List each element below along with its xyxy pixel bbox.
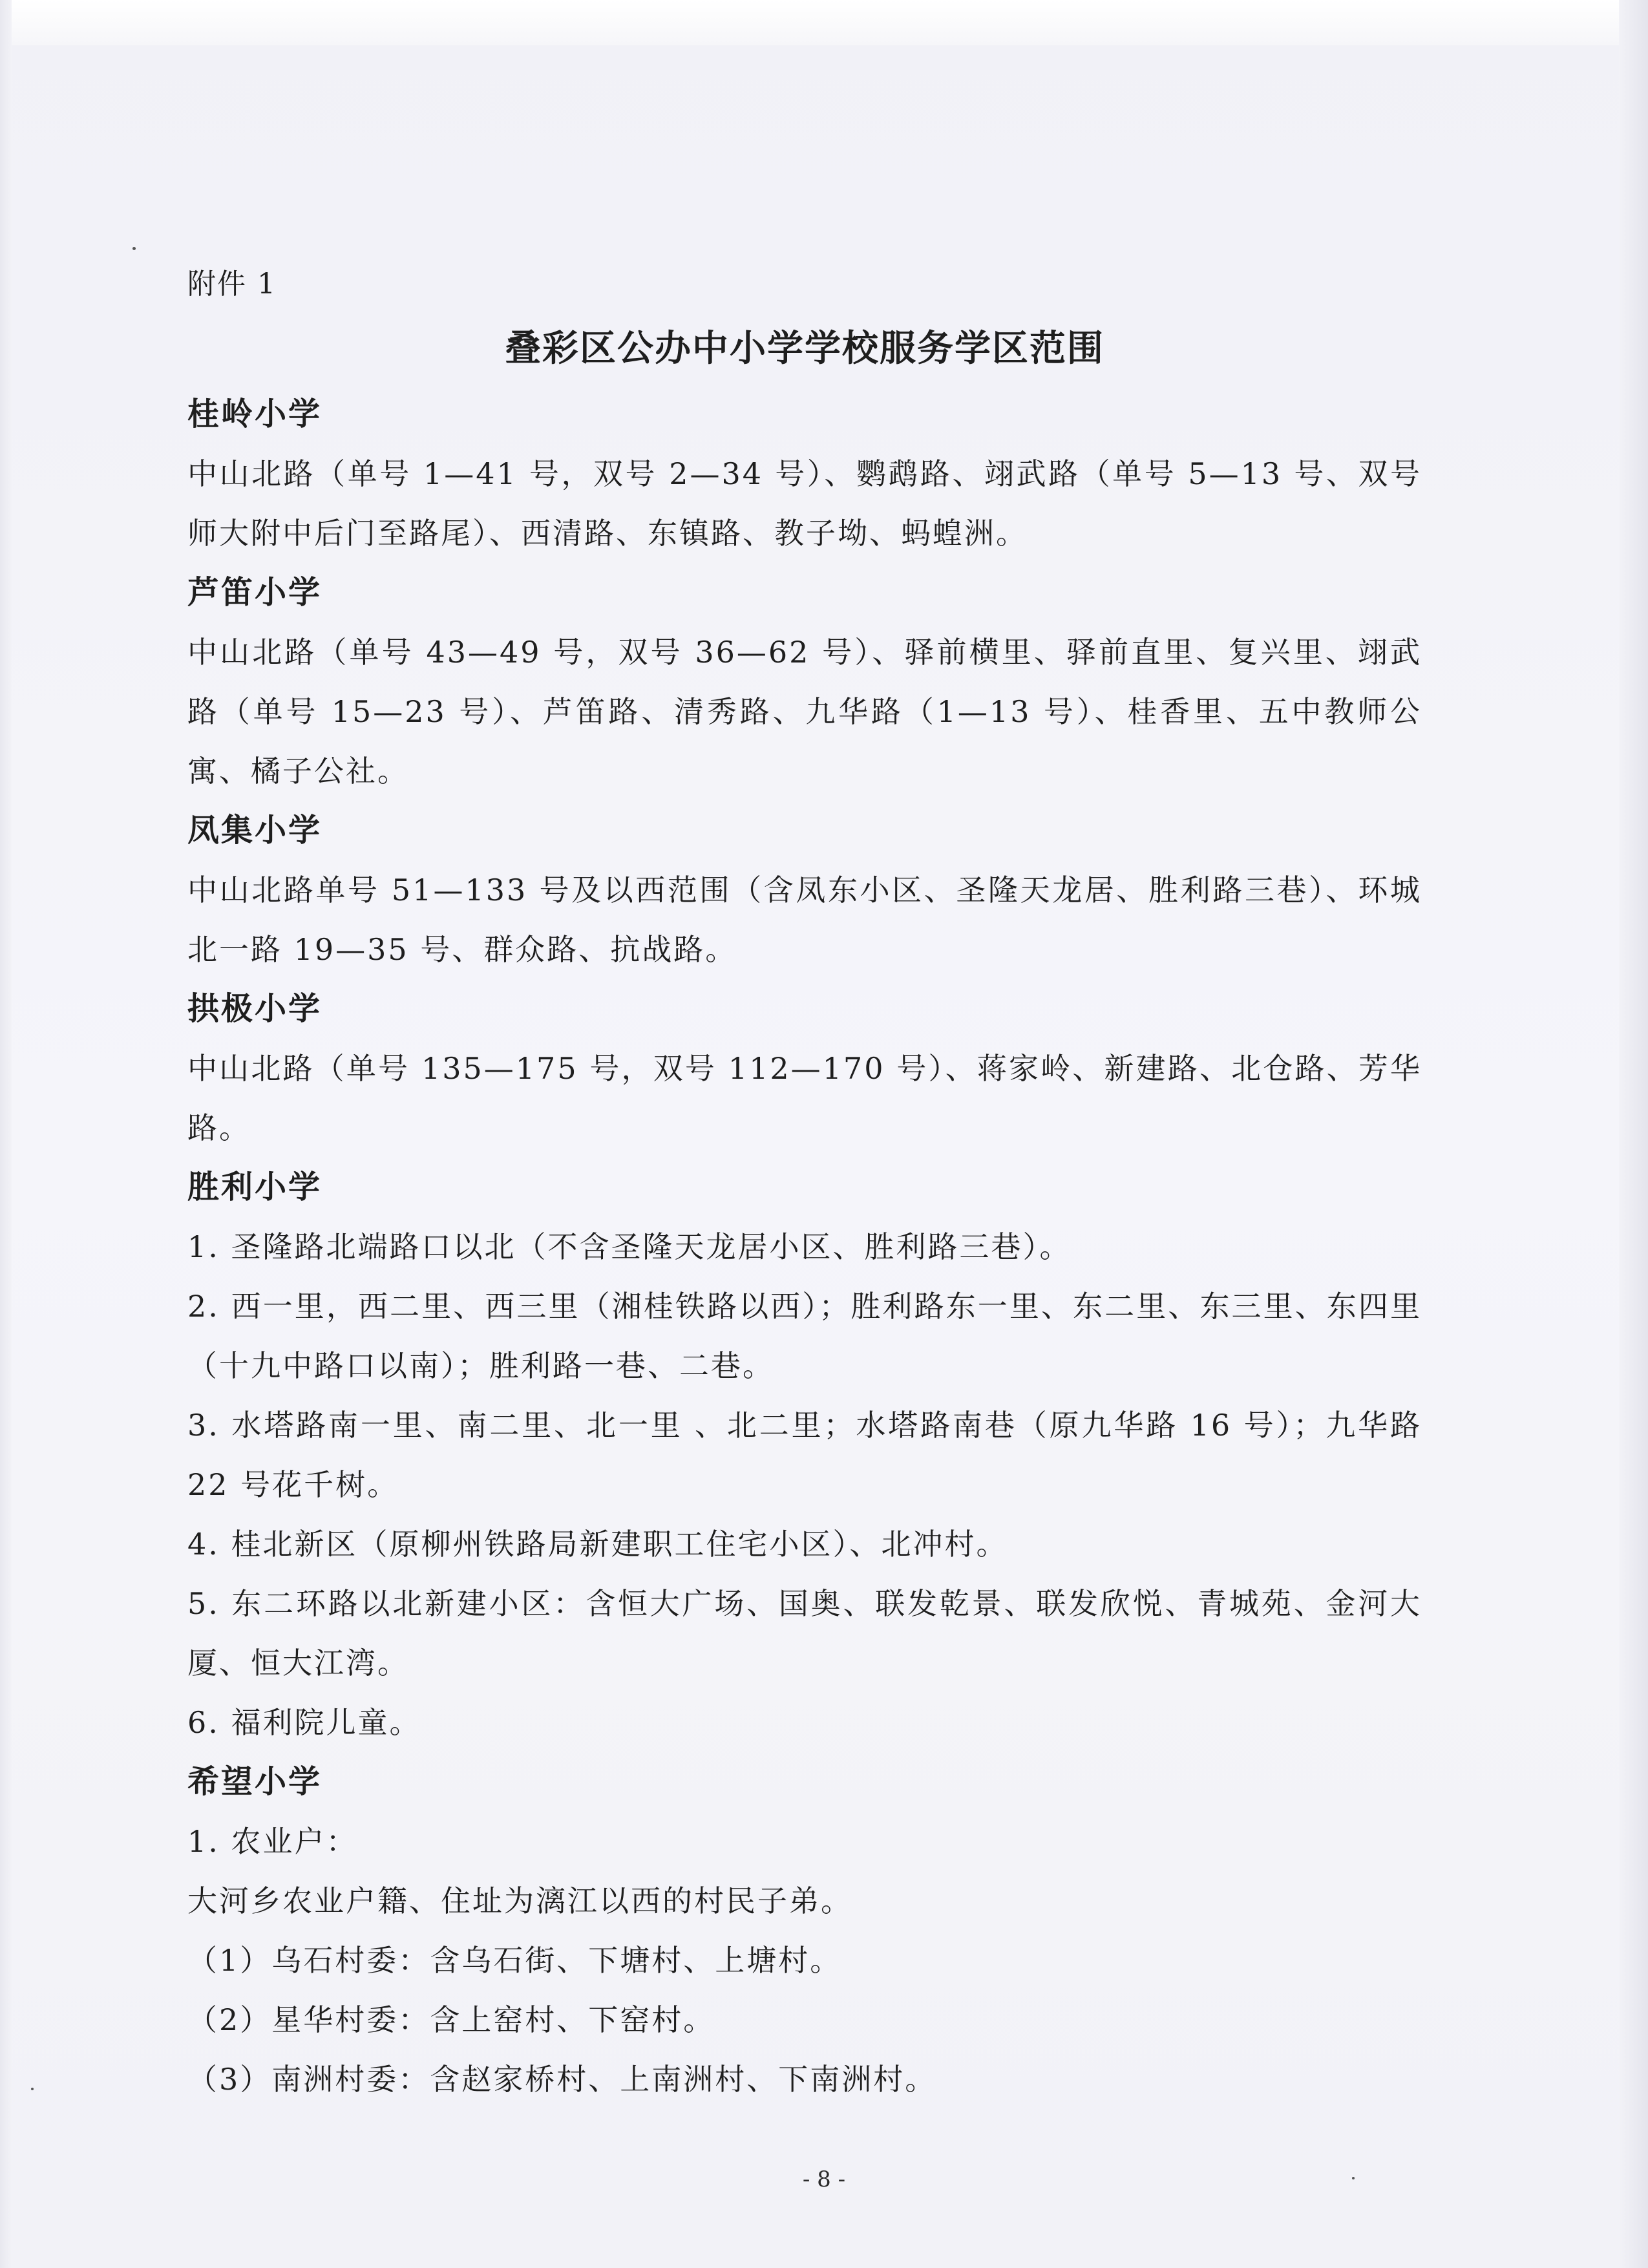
district-item: 5. 东二环路以北新建小区：含恒大广场、国奥、联发乾景、联发欣悦、青城苑、金河大厦、恒大江湾。: [187, 1586, 1422, 1680]
district-item: 大河乡农业户籍、住址为漓江以西的村民子弟。: [187, 1883, 852, 1918]
school-section-shengli: [187, 1158, 1422, 1752]
district-item: 1. 圣隆路北端路口以北（不含圣隆天龙居小区、胜利路三巷）。: [187, 1229, 1072, 1264]
school-section-fengji: [187, 801, 1422, 979]
document-body: [187, 255, 1422, 2109]
attachment-label: 附件 1: [187, 268, 277, 301]
district-paragraph: 中山北路（单号 43—49 号，双号 36—62 号）、驿前横里、驿前直里、复兴里、翊武路（单号 15—23 号）、芦笛路、清秀路、九华路（1—13 号）、桂香里、五中教师公寓、橘子公社。: [187, 635, 1422, 789]
school-section-gongji: [187, 979, 1422, 1158]
scan-edge-right: [1619, 0, 1648, 2268]
school-section-ludi: [187, 563, 1422, 801]
scan-speck: [132, 247, 136, 250]
page-number: - 8 -: [802, 2167, 846, 2192]
district-item: 2. 西一里，西二里、西三里（湘桂铁路以西）；胜利路东一里、东二里、东三里、东四里（十九中路口以南）；胜利路一巷、二巷。: [187, 1289, 1422, 1383]
district-paragraph: 中山北路（单号 1—41 号，双号 2—34 号）、鹦鹉路、翊武路（单号 5—13 号、双号师大附中后门至路尾）、西清路、东镇路、教子坳、蚂蝗洲。: [187, 456, 1422, 551]
school-section-xiwang: [187, 1752, 1422, 2109]
district-paragraph: 中山北路单号 51—133 号及以西范围（含凤东小区、圣隆天龙居、胜利路三巷）、环城北一路 19—35 号、群众路、抗战路。: [187, 873, 1422, 967]
district-item: 3. 水塔路南一里、南二里、北一里 、北二里；水塔路南巷（原九华路 16 号）；九华路 22 号花千树。: [187, 1408, 1422, 1502]
school-name: 凤集小学: [187, 812, 322, 849]
district-paragraph: 中山北路（单号 135—175 号，双号 112—170 号）、蒋家岭、新建路、北仓路、芳华路。: [187, 1051, 1422, 1145]
school-section-guiling: [187, 385, 1422, 563]
school-name: 芦笛小学: [187, 574, 322, 611]
school-name: 桂岭小学: [187, 396, 322, 432]
district-item: （3）南洲村委：含赵家桥村、上南洲村、下南洲村。: [187, 2062, 937, 2097]
district-item: 6. 福利院儿童。: [187, 1705, 421, 1740]
school-name: 希望小学: [187, 1763, 322, 1800]
scan-speck: [31, 2088, 34, 2090]
district-item: 4. 桂北新区（原柳州铁路局新建职工住宅小区）、北冲村。: [187, 1527, 1008, 1562]
district-item: 1. 农业户：: [187, 1824, 358, 1859]
document-title: 叠彩区公办中小学学校服务学区范围: [505, 328, 1104, 370]
district-item: （1）乌石村委：含乌石街、下塘村、上塘村。: [187, 1943, 842, 1978]
scan-edge-left: [0, 0, 12, 2268]
school-name: 胜利小学: [187, 1169, 322, 1205]
school-name: 拱极小学: [187, 990, 322, 1027]
scan-edge-top: [0, 0, 1648, 45]
district-item: （2）星华村委：含上窑村、下窑村。: [187, 2002, 715, 2037]
